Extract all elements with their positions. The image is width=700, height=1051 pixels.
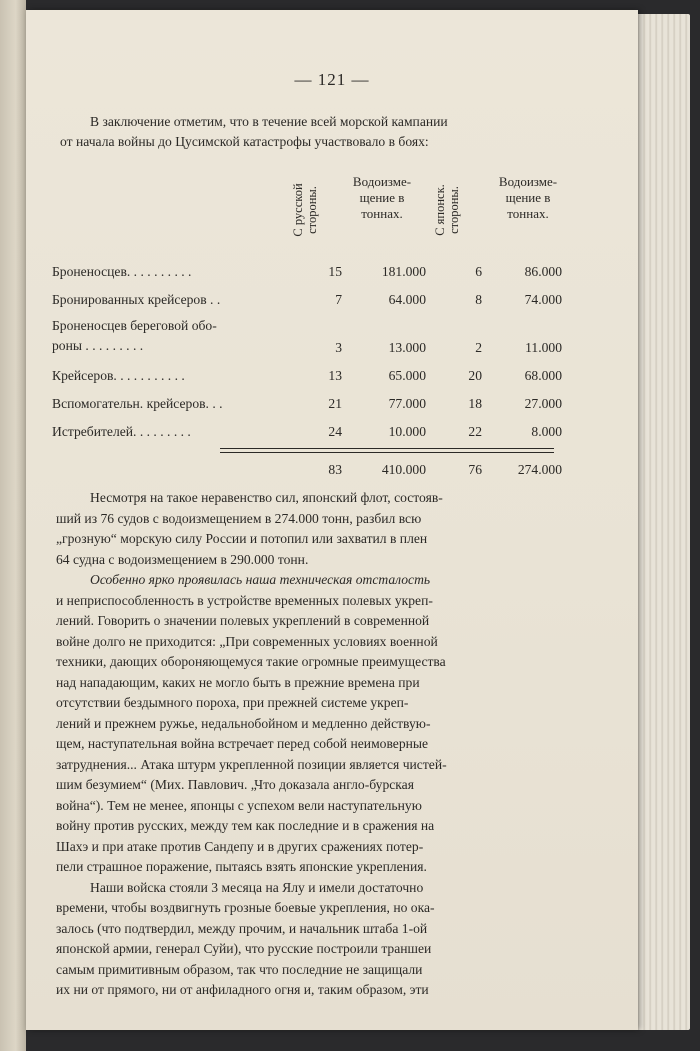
- text-line: 64 судна с водоизмещением в 290.000 тонн.: [56, 551, 309, 567]
- cell-japanese-displacement: 86.000: [524, 264, 562, 279]
- text-line: В заключение отметим, что в течение всей морской кампании: [90, 114, 448, 129]
- totals-rule-thin: [220, 452, 554, 453]
- text-line: и неприспособленность в устройстве временных полевых укреп-: [56, 592, 433, 608]
- text-line: залось (что подтвердил, между прочим, и начальник штаба 1-ой: [56, 920, 428, 936]
- table-row: [52, 388, 612, 416]
- text-line: „грозную“ морскую силу России и потопил или захватил в плен: [56, 531, 428, 546]
- text-line: шим безумием“ (Мих. Павлович. „Что доказала англо-бурская: [56, 777, 414, 792]
- row-label: Истребителей. . . . . . . . .: [52, 424, 191, 439]
- cell-russian-count: 24: [328, 424, 342, 439]
- row-label: Броненосцев. . . . . . . . . .: [52, 264, 192, 279]
- cell-japanese-displacement: 11.000: [525, 340, 562, 355]
- cell-russian-displacement: 77.000: [388, 396, 426, 411]
- text-line: Особенно ярко проявилась наша техническая отсталость: [90, 572, 431, 587]
- left-page-edge: [0, 0, 26, 1051]
- cell-russian-count: 3: [335, 340, 342, 355]
- table-totals: [52, 454, 612, 482]
- page-number: — 121 —: [294, 70, 370, 89]
- text-line: Шахэ и при атаке против Сандепу и в других сражениях потер-: [56, 838, 424, 854]
- cell-russian-count: 15: [328, 264, 342, 279]
- cell-russian-displacement: 65.000: [388, 368, 426, 383]
- cell-japanese-displacement: 8.000: [531, 424, 562, 439]
- text-line: времени, чтобы воздвигнуть грозные боевые укрепления, но ока-: [56, 900, 435, 915]
- text-line: техники, дающих обороняющемуся такие огромные преимущества: [56, 654, 446, 669]
- text-line: затруднения... Атака штурм укрепленной позиции является чистей-: [56, 756, 447, 772]
- body-text: [56, 488, 612, 1001]
- cell-russian-count: 7: [335, 292, 342, 307]
- text-line: война“). Тем не менее, японцы с успехом вели наступательную: [56, 797, 422, 813]
- text-line: Несмотря на такое неравенство сил, японский флот, состояв-: [90, 490, 443, 505]
- text-line: лений. Говорить о значении полевых укреплений в современной: [56, 613, 430, 628]
- cell-japanese-count: 18: [468, 396, 482, 411]
- text-line: над нападающим, каких не могло быть в прежние времена при: [56, 674, 420, 690]
- cell-russian-count: 21: [328, 396, 342, 411]
- table-header: [26, 160, 638, 260]
- text-line: ший из 76 судов с водоизмещением в 274.000 тонн, разбил всю: [56, 510, 422, 526]
- table-row: [52, 312, 612, 360]
- cell-russian-displacement: 13.000: [388, 340, 426, 355]
- totals-rule: [220, 448, 554, 449]
- header-japanese-displacement: Водоизме- щение в тоннах.: [498, 174, 558, 221]
- text-line: войне долго не приходится: „При современных условиях военной: [56, 633, 438, 649]
- text-line: лений и прежнем ружье, недальнобойном и медленно действую-: [56, 715, 431, 731]
- cell-japanese-displacement: 74.000: [524, 292, 562, 307]
- text-line: пели страшное поражение, пытаясь взять японские укрепления.: [56, 859, 427, 874]
- book-page: [26, 10, 638, 1030]
- text-line: японской армии, генерал Суйи), что русские построили траншеи: [56, 941, 432, 956]
- text-line: отсутствии бездымного пороха, при прежней системе укреп-: [56, 695, 409, 710]
- cell-japanese-count: 6: [475, 264, 482, 279]
- total-russian-displacement: 410.000: [381, 462, 426, 477]
- cell-russian-displacement: 10.000: [388, 424, 426, 439]
- cell-russian-count: 13: [328, 368, 342, 383]
- row-label: Броненосцев береговой обо- роны . . . . . . . . .: [52, 318, 217, 353]
- table-body: [52, 256, 612, 444]
- cell-japanese-count: 20: [468, 368, 482, 383]
- cell-russian-displacement: 64.000: [388, 292, 426, 307]
- text-line: Наши войска стояли 3 месяца на Ялу и имели достаточно: [90, 879, 424, 895]
- text-line: войну против русских, между тем как последние и в сражения на: [56, 818, 435, 833]
- total-japanese-count: 76: [468, 462, 482, 477]
- cell-japanese-count: 22: [468, 424, 482, 439]
- header-russian-displacement: Водоизме- щение в тоннах.: [352, 174, 412, 221]
- intro-paragraph: [60, 112, 610, 152]
- cell-japanese-count: 8: [475, 292, 482, 307]
- row-label: Крейсеров. . . . . . . . . . .: [52, 368, 185, 383]
- table-row: [52, 256, 612, 284]
- cell-russian-displacement: 181.000: [381, 264, 426, 279]
- cell-japanese-count: 2: [475, 340, 482, 355]
- header-russian-side: С русской стороны.: [291, 183, 319, 237]
- total-japanese-displacement: 274.000: [517, 462, 562, 477]
- cell-japanese-displacement: 68.000: [524, 368, 562, 383]
- row-label: Вспомогательн. крейсеров. . .: [52, 396, 223, 411]
- header-japanese-side: С японск. стороны.: [433, 184, 461, 236]
- table-row: [52, 360, 612, 388]
- total-russian-count: 83: [328, 462, 342, 477]
- text-line: от начала войны до Цусимской катастрофы участвовало в боях:: [60, 134, 429, 149]
- table-row: [52, 284, 612, 312]
- table-row: [52, 416, 612, 444]
- cell-japanese-displacement: 27.000: [524, 396, 562, 411]
- text-line: щем, наступательная война встречает перед собой неимоверные: [56, 736, 429, 751]
- text-line: их ни от прямого, ни от анфиладного огня и, таким образом, эти: [56, 982, 429, 997]
- text-line: самым примитивным образом, так что последние не защищали: [56, 961, 423, 977]
- totals-row: [52, 454, 612, 482]
- row-label: Бронированных крейсеров . .: [52, 292, 221, 307]
